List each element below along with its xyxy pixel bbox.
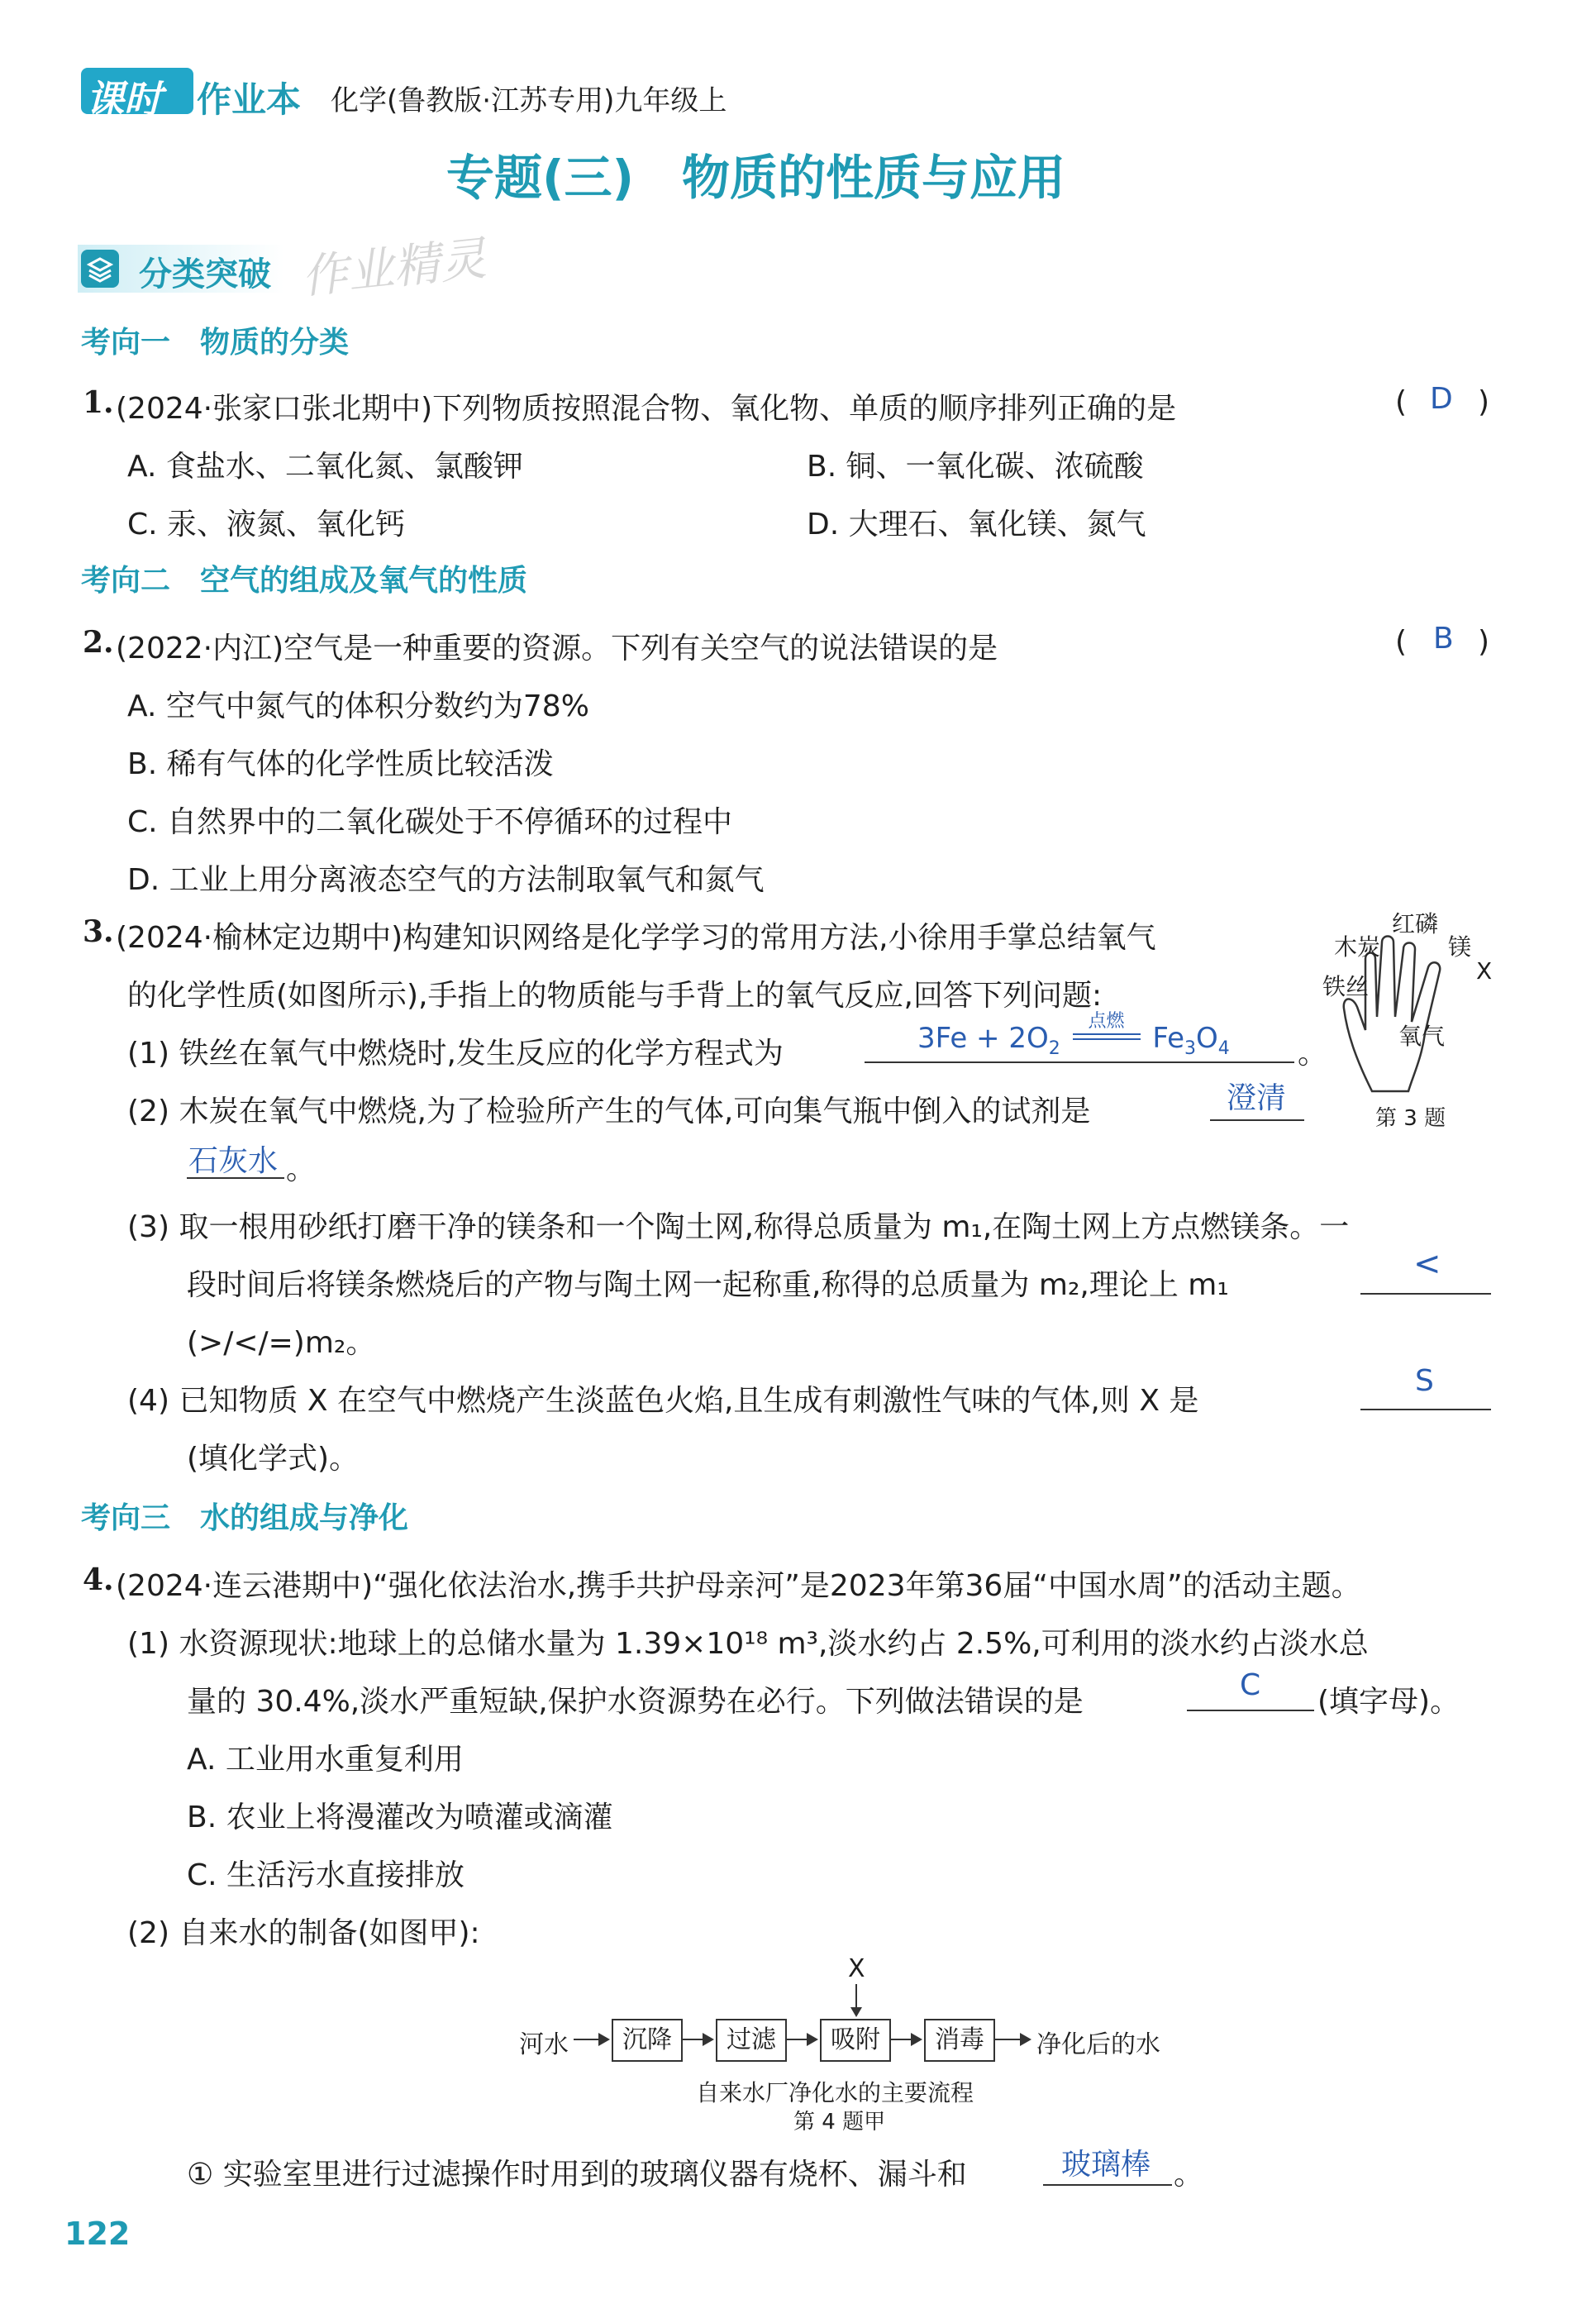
book-info: 化学(鲁教版·江苏专用)九年级上: [331, 84, 727, 117]
q4-sub1-period: 。: [1174, 2158, 1204, 2192]
q3-part1-blank: [865, 1061, 1294, 1063]
hand-label-phosphorus: 红磷: [1392, 910, 1439, 937]
q4-part1-tail: (填字母)。: [1317, 1685, 1460, 1719]
flow-start: 河水: [519, 2030, 569, 2059]
q3-part2-period: 。: [286, 1152, 317, 1186]
q1-option-b: B. 铜、一氧化碳、浓硫酸: [807, 450, 1144, 484]
flow-arrow-4: [889, 2039, 921, 2040]
q1-paren-close: ): [1478, 385, 1490, 419]
q4-part1-option-a: A. 工业用水重复利用: [187, 1743, 464, 1777]
flow-arrow-1: [574, 2039, 608, 2040]
flow-arrow-5: [993, 2039, 1030, 2040]
q2-stem: (2022·内江)空气是一种重要的资源。下列有关空气的说法错误的是: [116, 632, 998, 665]
q3-part2-text: (2) 木炭在氧气中燃烧,为了检验所产生的气体,可向集气瓶中倒入的试剂是: [127, 1095, 1091, 1128]
q3-part2-answer-a: 澄清: [1227, 1081, 1287, 1115]
q1-answer: D: [1430, 382, 1453, 416]
hand-label-charcoal: 木炭: [1334, 933, 1381, 961]
q1-number: 1.: [83, 385, 114, 420]
q3-part1-text: (1) 铁丝在氧气中燃烧时,发生反应的化学方程式为: [127, 1037, 784, 1071]
section-label: 分类突破: [139, 255, 271, 293]
figure3-caption: 第 3 题: [1375, 1106, 1446, 1131]
q3-stem-line1: (2024·榆林定边期中)构建知识网络是化学学习的常用方法,小徐用手掌总结氧气: [116, 921, 1156, 955]
q2-option-b: B. 稀有气体的化学性质比较活泼: [127, 747, 554, 781]
q4-part1-option-c: C. 生活污水直接排放: [187, 1858, 465, 1892]
category-heading-1: 考向一 物质的分类: [81, 326, 350, 360]
hand-label-x: X: [1476, 957, 1493, 985]
q2-option-a: A. 空气中氮气的体积分数约为78%: [127, 689, 589, 723]
q4-part1-option-b: B. 农业上将漫灌改为喷灌或滴灌: [187, 1801, 613, 1834]
q1-option-c: C. 汞、液氮、氧化钙: [127, 508, 406, 541]
q3-part3-line1: (3) 取一根用砂纸打磨干净的镁条和一个陶土网,称得总质量为 m₁,在陶土网上方点燃镁条。一: [127, 1210, 1350, 1244]
q4-stem: (2024·连云港期中)“强化依法治水,携手共护母亲河”是2023年第36届“中国水周”的活动主题。: [116, 1569, 1361, 1603]
q3-part4-line2: (填化学式)。: [187, 1442, 360, 1476]
q2-paren: (: [1395, 625, 1408, 659]
q3-part2-answer-b: 石灰水: [188, 1144, 279, 1178]
q2-paren-close: ): [1478, 625, 1490, 659]
flow-caption-2: 第 4 题甲: [793, 2110, 886, 2135]
q2-option-d: D. 工业上用分离液态空气的方法制取氧气和氮气: [127, 863, 765, 897]
category-heading-2: 考向二 空气的组成及氧气的性质: [81, 564, 528, 598]
q2-answer: B: [1433, 622, 1454, 656]
flow-input-x: X: [848, 1954, 865, 1983]
q4-sub1-answer: 玻璃棒: [1061, 2148, 1151, 2182]
flow-input-arrowhead: [850, 2007, 862, 2017]
q3-part4-answer: S: [1415, 1364, 1434, 1398]
q3-part3-line3: (>/</=)m₂。: [187, 1326, 376, 1360]
q4-part1-line2: 量的 30.4%,淡水严重短缺,保护水资源势在必行。下列做法错误的是: [187, 1685, 1084, 1719]
flow-arrow-2: [681, 2039, 712, 2040]
q2-option-c: C. 自然界中的二氧化碳处于不停循环的过程中: [127, 805, 733, 839]
q4-sub1-blank: [1043, 2184, 1172, 2186]
brand-logo-text: 课时: [86, 77, 162, 122]
q4-part2-text: (2) 自来水的制备(如图甲):: [127, 1916, 480, 1950]
q3-stem-line2: 的化学性质(如图所示),手指上的物质能与手背上的氧气反应,回答下列问题:: [127, 979, 1103, 1013]
flow-step-filtration: 过滤: [716, 2019, 787, 2062]
q3-part4-line1: (4) 已知物质 X 在空气中燃烧产生淡蓝色火焰,且生成有刺激性气味的气体,则 X 是: [127, 1384, 1199, 1418]
q1-option-a: A. 食盐水、二氧化氮、氯酸钾: [127, 450, 523, 484]
q4-number: 4.: [83, 1562, 114, 1597]
hand-label-iron: 铁丝: [1322, 973, 1370, 1000]
q3-part1-period: 。: [1298, 1037, 1328, 1071]
flow-arrow-3: [785, 2039, 817, 2040]
layers-icon: [81, 250, 119, 288]
q3-part3-line2: 段时间后将镁条燃烧后的产物与陶土网一起称重,称得的总质量为 m₂,理论上 m₁: [187, 1268, 1229, 1302]
q3-part1-answer: $3Fe + 2O_2$ 点燃 $Fe_3O_4$: [917, 1011, 1230, 1059]
q4-sub1-text: ① 实验室里进行过滤操作时用到的玻璃仪器有烧杯、漏斗和: [187, 2158, 967, 2192]
flow-step-adsorption: 吸附: [820, 2019, 891, 2062]
q1-option-d: D. 大理石、氧化镁、氮气: [807, 508, 1146, 541]
q4-part1-line1: (1) 水资源现状:地球上的总储水量为 1.39×10¹⁸ m³,淡水约占 2.5%,可利用的淡水约占淡水总: [127, 1627, 1369, 1661]
hand-label-magnesium: 镁: [1448, 933, 1472, 961]
page-title: 专题(三) 物质的性质与应用: [446, 150, 1066, 206]
q3-part4-blank: [1360, 1409, 1491, 1410]
hand-label-oxygen: 氧气: [1398, 1023, 1446, 1050]
page-number: 122: [64, 2216, 131, 2252]
q2-number: 2.: [83, 625, 114, 660]
flow-step-settling: 沉降: [612, 2019, 683, 2062]
watermark: 作业精灵: [298, 231, 489, 305]
q3-part2-blank: [1210, 1119, 1304, 1121]
flow-step-disinfection: 消毒: [924, 2019, 995, 2062]
category-heading-3: 考向三 水的组成与净化: [81, 1501, 409, 1535]
q3-number: 3.: [83, 914, 114, 949]
q3-part3-answer: <: [1413, 1245, 1441, 1283]
q1-stem: (2024·张家口张北期中)下列物质按照混合物、氧化物、单质的顺序排列正确的是: [116, 392, 1177, 426]
flow-end: 净化后的水: [1036, 2030, 1160, 2059]
flow-caption-1: 自来水厂净化水的主要流程: [696, 2079, 974, 2106]
q3-part3-blank: [1360, 1293, 1491, 1295]
q4-part1-blank: [1187, 1710, 1314, 1711]
q1-paren: (: [1395, 385, 1408, 419]
brand-title: 作业本: [197, 79, 302, 120]
q4-part1-answer: C: [1240, 1668, 1261, 1702]
